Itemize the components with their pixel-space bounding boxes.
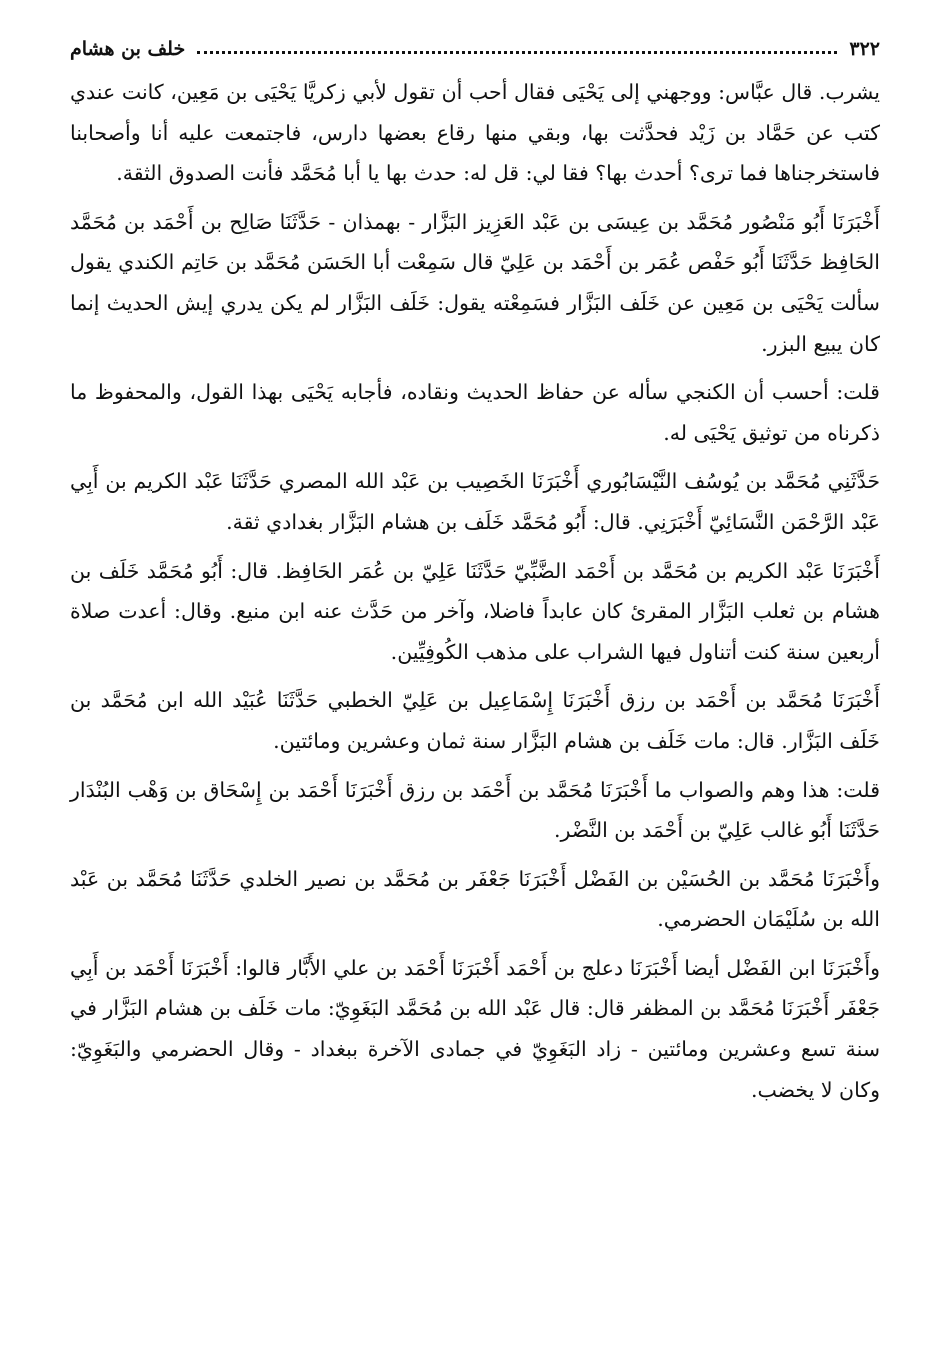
running-title: خلف بن هشام: [70, 38, 186, 60]
paragraph: قلت: هذا وهم والصواب ما أَخْبَرَنَا مُحَمَّد بن أَحْمَد بن رزق أَخْبَرَنَا أَحْمَد بن إِسْحَاق بن وَهْب البُنْدَار حَدَّثَنَا أَبُو غالب عَلِيّ بن أَحْمَد بن النَّضْر.: [70, 777, 880, 843]
page-number: ٣٢٢: [849, 38, 880, 60]
paragraph: أَخْبَرَنَا عَبْد الكريم بن مُحَمَّد بن أَحْمَد الضَّبِّيّ حَدَّثَنَا عَلِيّ بن عُمَر الحَافِظ. قال: أَبُو مُحَمَّد خَلَف بن هشام بن ثعلب البَزَّار المقرئ كان عابداً فاضلا، وآخر من حَدَّث عنه ابن منيع. وقال: أعدت صلاة أربعين سنة كنت أتناول فيها الشراب على مذهب الكُوفِيِّين.: [70, 558, 880, 664]
paragraph: قلت: أحسب أن الكنجي سأله عن حفاظ الحديث ونقاده، فأجابه يَحْيَى بهذا القول، والمحفوظ ما ذكرناه من توثيق يَحْيَى له.: [70, 380, 880, 445]
running-header: [70, 32, 880, 62]
paragraph: يشرب. قال عبَّاس: ووجهني إلى يَحْيَى فقال أحب أن تقول لأبي زكريَّا يَحْيَى بن مَعِين، كانت عندي كتب عن حَمَّاد بن زَيْد فحدَّثت بها، وبقي منها رقاع بعضها دارس، فاجتمعت عليه أنا وأصحابنا فاستخرجناها فما ترى؟ أحدث بها؟ فقا لي: قل له: حدث بها يا أبا مُحَمَّد فأنت الصدوق الثقة.: [70, 80, 880, 186]
paragraph: أَخْبَرَنَا مُحَمَّد بن أَحْمَد بن رزق أَخْبَرَنَا إِسْمَاعِيل بن عَلِيّ الخطبي حَدَّثَنَا عُبَيْد الله ابن مُحَمَّد بن خَلَف البَزَّار. قال: مات خَلَف بن هشام البَزَّار سنة ثمان وعشرين ومائتين.: [70, 688, 880, 753]
paragraph: أَخْبَرَنَا أَبُو مَنْصُور مُحَمَّد بن عِيسَى بن عَبْد العَزِيز البَزَّار - بهمذان - حَدَّثَنَا صَالِح بن أَحْمَد بن مُحَمَّد الحَافِظ حَدَّثَنَا أَبُو حَفْص عُمَر بن أَحْمَد بن عَلِيّ قال سَمِعْت أبا الحَسَن مُحَمَّد بن حَاتِم الكندي يقول سألت يَحْيَى بن مَعِين عن خَلَف البَزَّار فسَمِعْته يقول: خَلَف البَزَّار لم يكن يدري إيش الحديث إنما كان يبيع البزر.: [70, 209, 880, 356]
paragraph: حَدَّثَنِي مُحَمَّد بن يُوسُف النَّيْسَابُوري أَخْبَرَنَا الخَصِيب بن عَبْد الله المصري حَدَّثَنَا عَبْد الكريم بن أَبِي عَبْد الرَّحْمَن النَّسَائِيّ أَخْبَرَنِي. قال: أَبُو مُحَمَّد خَلَف بن هشام البَزَّار بغدادي ثقة.: [70, 469, 880, 534]
paragraph: وأَخْبَرَنَا مُحَمَّد بن الحُسَيْن بن الفَضْل أَخْبَرَنَا جَعْفَر بن مُحَمَّد بن نصير الخلدي حَدَّثَنَا مُحَمَّد بن عَبْد الله بن سُلَيْمَان الحضرمي.: [70, 866, 880, 932]
paragraph: وأَخْبَرَنَا ابن الفَضْل أيضا أَخْبَرَنَا دعلج بن أَحْمَد أَخْبَرَنَا أَحْمَد بن علي الأَبَّار قالوا: أَخْبَرَنَا أَحْمَد بن أَبِي جَعْفَر أَخْبَرَنَا مُحَمَّد بن المظفر قال: قال عَبْد الله بن مُحَمَّد البَغَوِيّ: مات خَلَف بن هشام البَزَّار في سنة تسع وعشرين ومائتين - زاد البَغَوِيّ في جمادى الآخرة ببغداد - وقال الحضرمي والبَغَوِيّ: وكان لا يخضب.: [70, 955, 880, 1102]
header-dot-leader: [197, 51, 837, 54]
book-page: [70, 32, 880, 1118]
body-text: [70, 72, 880, 1110]
